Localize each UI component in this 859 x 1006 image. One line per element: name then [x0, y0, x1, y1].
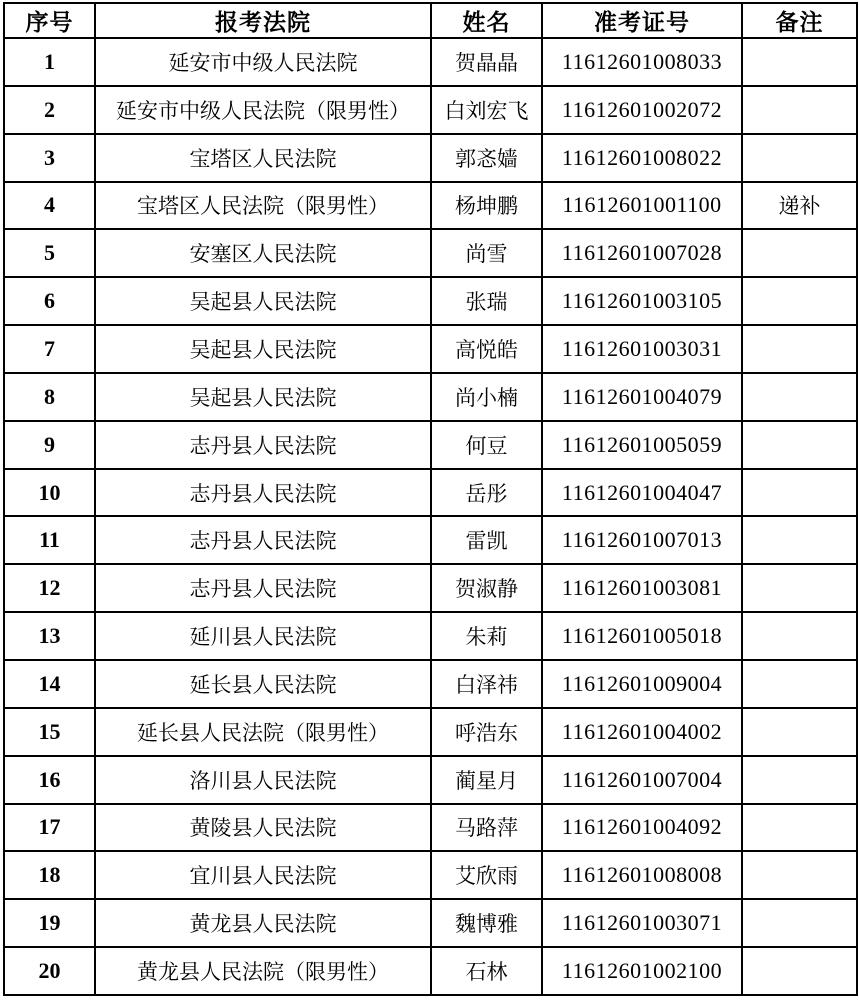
- table-row: [4, 851, 857, 899]
- cell-name: 尚雪: [431, 229, 542, 277]
- cell-name: 贺晶晶: [431, 38, 542, 86]
- cell-court: 延川县人民法院: [95, 612, 431, 660]
- cell-name: 石林: [431, 947, 542, 995]
- table-row: [4, 277, 857, 325]
- table-row: [4, 325, 857, 373]
- table-row: [4, 516, 857, 564]
- cell-name: 朱莉: [431, 612, 542, 660]
- cell-court: 延长县人民法院: [95, 660, 431, 708]
- cell-ticket: 11612601003105: [542, 277, 742, 325]
- cell-ticket: 11612601003071: [542, 899, 742, 947]
- table-row: [4, 708, 857, 756]
- cell-name: 白刘宏飞: [431, 86, 542, 134]
- col-header-court: 报考法院: [95, 3, 431, 38]
- cell-court: 延长县人民法院（限男性）: [95, 708, 431, 756]
- cell-remark: [742, 373, 857, 421]
- cell-ticket: 11612601004047: [542, 469, 742, 517]
- cell-seq: 12: [4, 564, 95, 612]
- cell-ticket: 11612601004079: [542, 373, 742, 421]
- cell-seq: 18: [4, 851, 95, 899]
- cell-ticket: 11612601001100: [542, 182, 742, 230]
- table-row: [4, 421, 857, 469]
- cell-name: 尚小楠: [431, 373, 542, 421]
- cell-ticket: 11612601005059: [542, 421, 742, 469]
- cell-ticket: 11612601007028: [542, 229, 742, 277]
- cell-seq: 8: [4, 373, 95, 421]
- cell-seq: 1: [4, 38, 95, 86]
- cell-remark: [742, 86, 857, 134]
- cell-court: 吴起县人民法院: [95, 277, 431, 325]
- cell-remark: [742, 708, 857, 756]
- cell-seq: 15: [4, 708, 95, 756]
- table-row: [4, 947, 857, 995]
- table-row: [4, 229, 857, 277]
- cell-court: 安塞区人民法院: [95, 229, 431, 277]
- cell-remark: [742, 660, 857, 708]
- cell-court: 吴起县人民法院: [95, 325, 431, 373]
- col-header-name: 姓名: [431, 3, 542, 38]
- cell-remark: [742, 899, 857, 947]
- cell-court: 黄龙县人民法院（限男性）: [95, 947, 431, 995]
- cell-name: 艾欣雨: [431, 851, 542, 899]
- cell-name: 杨坤鹏: [431, 182, 542, 230]
- cell-name: 何豆: [431, 421, 542, 469]
- cell-court: 志丹县人民法院: [95, 421, 431, 469]
- cell-remark: [742, 564, 857, 612]
- col-header-ticket: 准考证号: [542, 3, 742, 38]
- cell-seq: 9: [4, 421, 95, 469]
- cell-seq: 10: [4, 469, 95, 517]
- cell-remark: [742, 804, 857, 852]
- cell-court: 吴起县人民法院: [95, 373, 431, 421]
- table-row: [4, 373, 857, 421]
- cell-seq: 13: [4, 612, 95, 660]
- cell-court: 黄陵县人民法院: [95, 804, 431, 852]
- cell-seq: 4: [4, 182, 95, 230]
- cell-name: 魏博雅: [431, 899, 542, 947]
- table-row: [4, 564, 857, 612]
- cell-ticket: 11612601003031: [542, 325, 742, 373]
- table-row: [4, 469, 857, 517]
- cell-name: 蔺星月: [431, 756, 542, 804]
- cell-remark: [742, 229, 857, 277]
- cell-ticket: 11612601002072: [542, 86, 742, 134]
- cell-seq: 17: [4, 804, 95, 852]
- cell-ticket: 11612601007004: [542, 756, 742, 804]
- cell-remark: [742, 325, 857, 373]
- cell-court: 宝塔区人民法院（限男性）: [95, 182, 431, 230]
- cell-ticket: 11612601004092: [542, 804, 742, 852]
- cell-name: 贺淑静: [431, 564, 542, 612]
- cell-seq: 11: [4, 516, 95, 564]
- table-row: [4, 134, 857, 182]
- col-header-seq: 序号: [4, 3, 95, 38]
- cell-name: 张瑞: [431, 277, 542, 325]
- table-row: [4, 182, 857, 230]
- cell-court: 宜川县人民法院: [95, 851, 431, 899]
- cell-court: 志丹县人民法院: [95, 564, 431, 612]
- cell-name: 岳彤: [431, 469, 542, 517]
- cell-remark: [742, 277, 857, 325]
- cell-name: 高悦皓: [431, 325, 542, 373]
- cell-name: 雷凯: [431, 516, 542, 564]
- cell-seq: 5: [4, 229, 95, 277]
- table-row: [4, 804, 857, 852]
- cell-court: 宝塔区人民法院: [95, 134, 431, 182]
- cell-seq: 20: [4, 947, 95, 995]
- cell-ticket: 11612601008022: [542, 134, 742, 182]
- cell-remark: 递补: [742, 182, 857, 230]
- table-row: [4, 612, 857, 660]
- cell-remark: [742, 421, 857, 469]
- cell-court: 延安市中级人民法院: [95, 38, 431, 86]
- cell-court: 延安市中级人民法院（限男性）: [95, 86, 431, 134]
- cell-name: 呼浩东: [431, 708, 542, 756]
- cell-name: 郭忞嫱: [431, 134, 542, 182]
- cell-ticket: 11612601008033: [542, 38, 742, 86]
- cell-ticket: 11612601007013: [542, 516, 742, 564]
- cell-name: 马路萍: [431, 804, 542, 852]
- results-table: [3, 2, 858, 996]
- cell-court: 志丹县人民法院: [95, 469, 431, 517]
- cell-name: 白泽祎: [431, 660, 542, 708]
- cell-remark: [742, 469, 857, 517]
- cell-remark: [742, 612, 857, 660]
- table-body: [4, 38, 857, 995]
- cell-ticket: 11612601005018: [542, 612, 742, 660]
- cell-ticket: 11612601002100: [542, 947, 742, 995]
- cell-court: 洛川县人民法院: [95, 756, 431, 804]
- cell-seq: 6: [4, 277, 95, 325]
- header-row: [4, 3, 857, 38]
- cell-remark: [742, 38, 857, 86]
- table-row: [4, 899, 857, 947]
- cell-seq: 14: [4, 660, 95, 708]
- cell-seq: 2: [4, 86, 95, 134]
- cell-seq: 3: [4, 134, 95, 182]
- table-row: [4, 660, 857, 708]
- cell-remark: [742, 947, 857, 995]
- cell-remark: [742, 516, 857, 564]
- col-header-remark: 备注: [742, 3, 857, 38]
- cell-remark: [742, 756, 857, 804]
- cell-seq: 19: [4, 899, 95, 947]
- cell-court: 志丹县人民法院: [95, 516, 431, 564]
- table-row: [4, 86, 857, 134]
- cell-remark: [742, 134, 857, 182]
- cell-court: 黄龙县人民法院: [95, 899, 431, 947]
- table-row: [4, 38, 857, 86]
- table-row: [4, 756, 857, 804]
- cell-remark: [742, 851, 857, 899]
- cell-seq: 7: [4, 325, 95, 373]
- cell-ticket: 11612601008008: [542, 851, 742, 899]
- cell-ticket: 11612601004002: [542, 708, 742, 756]
- cell-seq: 16: [4, 756, 95, 804]
- cell-ticket: 11612601009004: [542, 660, 742, 708]
- cell-ticket: 11612601003081: [542, 564, 742, 612]
- document-sheet: [3, 2, 856, 996]
